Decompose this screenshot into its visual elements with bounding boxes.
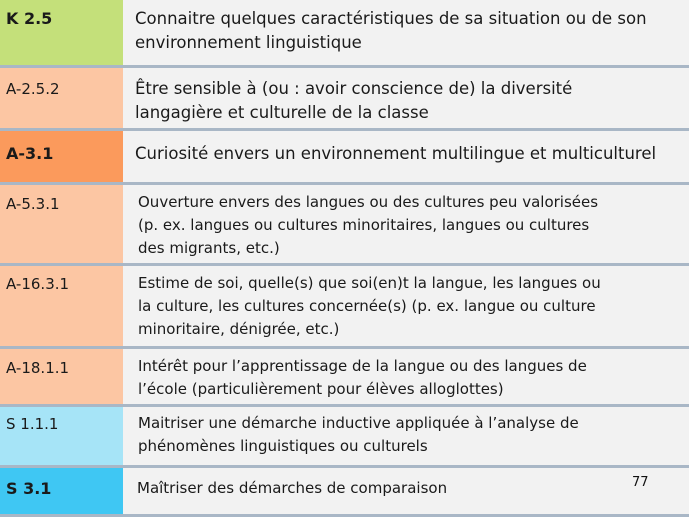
- row-code: [0, 407, 123, 465]
- row-code-text: S 1.1.1: [6, 415, 59, 433]
- row-description: [123, 68, 689, 128]
- table-row: [0, 468, 689, 514]
- table-row: [0, 0, 689, 65]
- table-row: [0, 185, 689, 263]
- row-code-text: S 3.1: [6, 479, 52, 498]
- row-description-line: Ouverture envers des langues ou des cultures peu valorisées: [138, 193, 599, 211]
- row-code: [0, 266, 123, 346]
- row-description-line: environnement linguistique: [135, 33, 362, 52]
- row-description-line: Curiosité envers un environnement multilingue et multiculturel: [135, 144, 657, 163]
- row-description-line: l’école (particulièrement pour élèves alloglottes): [138, 380, 504, 398]
- row-description: [123, 266, 689, 346]
- row-description: [123, 0, 689, 65]
- row-code: [0, 349, 123, 404]
- row-code-text: A-5.3.1: [6, 195, 60, 213]
- row-description-line: Connaitre quelques caractéristiques de sa situation ou de son: [135, 9, 647, 28]
- row-description-line: Estime de soi, quelle(s) que soi(en)t la langue, les langues ou: [138, 274, 601, 292]
- row-description-line: minoritaire, dénigrée, etc.): [138, 320, 340, 338]
- row-description-line: la culture, les cultures concernée(s) (p. ex. langue ou culture: [138, 297, 596, 315]
- table-row: [0, 131, 689, 182]
- row-code-text: A-18.1.1: [6, 359, 70, 377]
- row-description: [123, 468, 689, 514]
- row-code-text: A-3.1: [6, 144, 54, 163]
- row-code: [0, 185, 123, 263]
- row-description-line: Maîtriser des démarches de comparaison: [137, 479, 448, 497]
- table-row: [0, 68, 689, 128]
- row-description: [123, 131, 689, 182]
- row-description-line: Intérêt pour l’apprentissage de la langue ou des langues de: [138, 357, 587, 375]
- row-description-line: (p. ex. langues ou cultures minoritaires, langues ou cultures: [138, 216, 590, 234]
- row-description-line: langagière et culturelle de la classe: [135, 103, 429, 122]
- row-code-text: K 2.5: [6, 9, 53, 28]
- row-code-text: A-2.5.2: [6, 80, 60, 98]
- row-code-text: A-16.3.1: [6, 275, 70, 293]
- table-row: [0, 349, 689, 404]
- row-code: [0, 468, 123, 514]
- row-description-line: phénomènes linguistiques ou culturels: [138, 437, 428, 455]
- row-description: [123, 407, 689, 465]
- row-description-line: Maitriser une démarche inductive appliquée à l’analyse de: [138, 414, 579, 432]
- table-row: [0, 266, 689, 346]
- row-code: [0, 0, 123, 65]
- row-description-line: des migrants, etc.): [138, 239, 280, 257]
- row-description: [123, 185, 689, 263]
- page-number: 77: [632, 475, 649, 490]
- row-description-line: Être sensible à (ou : avoir conscience de) la diversité: [135, 79, 573, 98]
- table-row: [0, 407, 689, 465]
- row-code: [0, 68, 123, 128]
- row-code: [0, 131, 123, 182]
- row-description: [123, 349, 689, 404]
